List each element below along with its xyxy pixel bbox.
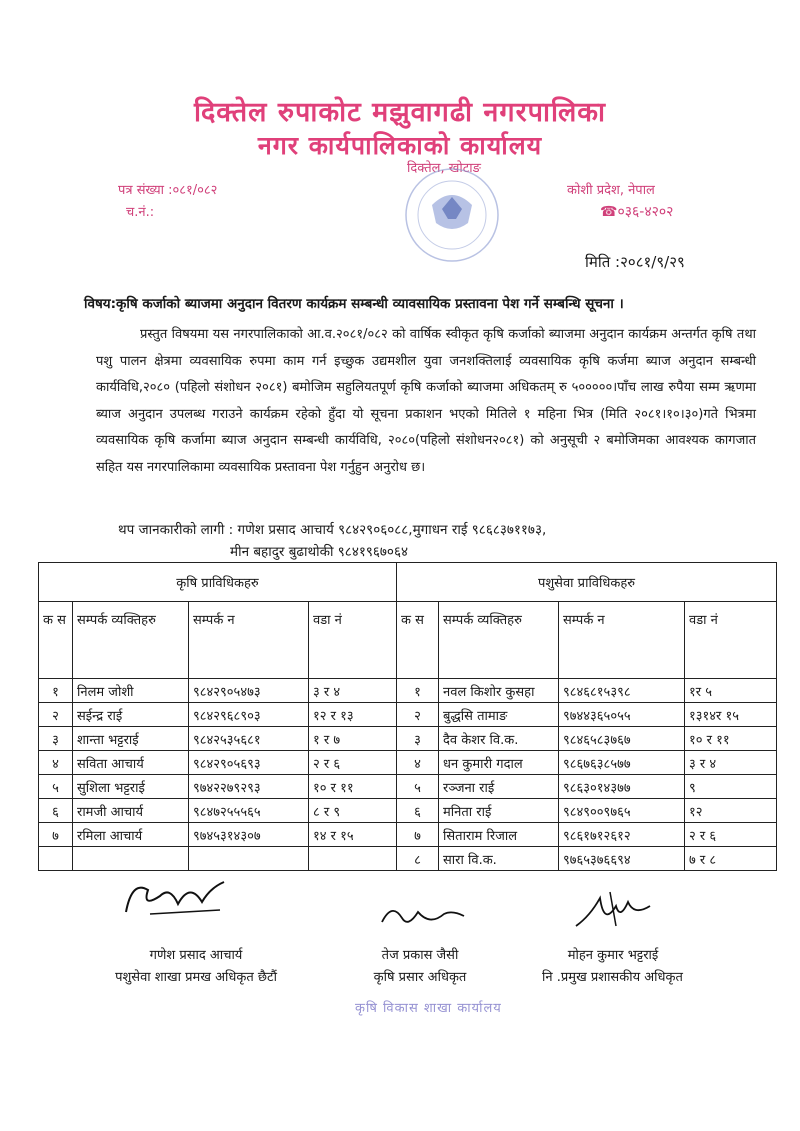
signatory-2-name: तेज प्रकास जैसी (381, 948, 459, 963)
contact-name (73, 847, 189, 871)
serial-number: ४ (397, 751, 439, 775)
serial-number: ८ (397, 847, 439, 871)
contact-name: शान्ता भट्टराई (73, 727, 189, 751)
group-header-livestock: पशुसेवा प्राविधिकहरु (397, 563, 777, 602)
serial-number: ३ (39, 727, 73, 751)
ward-number: ८ र ९ (309, 799, 397, 823)
ref-number: पत्र संख्या :०८१/०८२ (118, 183, 218, 198)
serial-number: ६ (39, 799, 73, 823)
contact-name: निलम जोशी (73, 679, 189, 703)
contact-phone: ९८४९००९७६५ (559, 799, 685, 823)
group-header-agriculture: कृषि प्राविधिकहरु (39, 563, 397, 602)
ward-number: १३१४र १५ (685, 703, 777, 727)
contact-phone (189, 847, 309, 871)
office-location: दिक्तेल, खोटाङ (407, 161, 481, 176)
office-title-line1: दिक्तेल रुपाकोट मझुवागढी नगरपालिका (193, 97, 607, 128)
contact-phone: ९७४५३१४३०७ (189, 823, 309, 847)
signatory-1-name: गणेश प्रसाद आचार्य (149, 948, 243, 963)
serial-number: ३ (397, 727, 439, 751)
serial-number: ५ (397, 775, 439, 799)
contact-name: रञ्जना राई (439, 775, 559, 799)
column-header: सम्पर्क न (559, 602, 685, 679)
contact-phone: ९८४२९०५४७३ (189, 679, 309, 703)
signatory-3-name: मोहन कुमार भट्टराई (567, 948, 659, 963)
ward-number: १ र ७ (309, 727, 397, 751)
letter-date: मिति :२०८१/९/२९ (585, 253, 685, 271)
table-row (39, 751, 777, 775)
contact-name: धन कुमारी गदाल (439, 751, 559, 775)
ward-number: १० र ११ (685, 727, 777, 751)
emblem-seal-icon (398, 165, 506, 265)
signatory-3-title: नि .प्रमुख प्रशासकीय अधिकृत (542, 970, 683, 985)
ward-number: १४ र १५ (309, 823, 397, 847)
contact-name: रामजी आचार्य (73, 799, 189, 823)
signature-2-icon (378, 898, 468, 932)
serial-number: ५ (39, 775, 73, 799)
table-row (39, 799, 777, 823)
ward-number: २ र ६ (309, 751, 397, 775)
contact-phone: ९८४७२५५५६५ (189, 799, 309, 823)
contact-phone: ९८४२९०५६९३ (189, 751, 309, 775)
serial-number: २ (397, 703, 439, 727)
contact-info-line1: थप जानकारीको लागी : गणेश प्रसाद आचार्य ९८४२९०६०८८,मुगाधन राई ९८६८३७११७३, (118, 522, 547, 538)
ward-number: १र ५ (685, 679, 777, 703)
department-stamp: कृषि विकास शाखा कार्यालय (355, 1001, 502, 1016)
table-row (39, 679, 777, 703)
table-row (39, 727, 777, 751)
ward-number: १० र ११ (309, 775, 397, 799)
serial-number: १ (397, 679, 439, 703)
contact-phone: ९८४६५८३७६७ (559, 727, 685, 751)
serial-number: २ (39, 703, 73, 727)
column-header: वडा नं (685, 602, 777, 679)
contact-phone: ९७४२२७९२९३ (189, 775, 309, 799)
contact-name: सविता आचार्य (73, 751, 189, 775)
contact-phone: ९७४४३६५०५५ (559, 703, 685, 727)
contact-name: बुद्धसि तामाङ (439, 703, 559, 727)
notice-body: प्रस्तुत विषयमा यस नगरपालिकाको आ.व.२०८१/०८२ को वार्षिक स्वीकृत कृषि कर्जाको ब्याजमा अनुदान कार्यक्रम अन्तर्गत कृषि तथा पशु पालन क्षेत्रमा व्यवसायिक रुपमा काम गर्न इच्छुक उद्यमशील युवा जनशक्तिलाई व्यवसायिक कृषि कर्जमा ब्याज अनुदान सम्बन्धी कार्यविधि,२०८० (पहिलो संशोधन २०८१) बमोजिम सहुलियतपूर्ण कृषि कर्जाको ब्याजमा अधिकतम् रु ५०००००।पाँच लाख रुपैया सम्म ऋणमा ब्याज अनुदान उपलब्ध गराउने कार्यक्रम रहेको हुँदा यो सूचना प्रकाशन भएको मितिले १ महिना भित्र (मिति २०८१।१०।३०)गते भित्रमा व्यवसायिक कृषि कर्जामा ब्याज अनुदान सम्बन्धी कार्यविधि, २०८०(पहिलो संशोधन२०८१) को अनुसूची २ बमोजिमका आवश्यक कागजात सहित यस नगरपालिकामा व्यवसायिक प्रस्तावना पेश गर्नुहुन अनुरोध छ। (96, 327, 756, 475)
column-header: सम्पर्क व्यक्तिहरु (439, 602, 559, 679)
contact-name: सिताराम रिजाल (439, 823, 559, 847)
table-row (39, 775, 777, 799)
office-title-line2: नगर कार्यपालिकाको कार्यालय (257, 131, 543, 160)
ward-number: १२ र १३ (309, 703, 397, 727)
column-header: क स (397, 602, 439, 679)
phone-number: ☎०३६-४२०२ (600, 204, 674, 220)
contact-phone: ९८६७६३८५७७ (559, 751, 685, 775)
serial-number: ७ (39, 823, 73, 847)
contact-phone: ९८६३०१४३७७ (559, 775, 685, 799)
technicians-table (38, 562, 777, 871)
column-header: सम्पर्क व्यक्तिहरु (73, 602, 189, 679)
province: कोशी प्रदेश, नेपाल (567, 183, 655, 198)
contact-phone: ९८६१७१२६१२ (559, 823, 685, 847)
signatory-1-title: पशुसेवा शाखा प्रमख अधिकृत छैटौं (115, 970, 277, 985)
ward-number: ७ र ८ (685, 847, 777, 871)
contact-name: सारा वि.क. (439, 847, 559, 871)
ward-number: १२ (685, 799, 777, 823)
contact-info-line2: मीन बहादुर बुढाथोकी ९८४१९६७०६४ (230, 544, 408, 560)
ward-number: ९ (685, 775, 777, 799)
contact-name: रमिला आचार्य (73, 823, 189, 847)
column-header: सम्पर्क न (189, 602, 309, 679)
contact-phone: ९८४६८१५३९८ (559, 679, 685, 703)
serial-number: १ (39, 679, 73, 703)
column-header: वडा नं (309, 602, 397, 679)
ward-number (309, 847, 397, 871)
signatory-2-title: कृषि प्रसार अधिकृत (373, 970, 467, 985)
contact-phone: ९७६५३७६६९४ (559, 847, 685, 871)
contact-phone: ९८४२९६८९०३ (189, 703, 309, 727)
serial-number: ७ (397, 823, 439, 847)
ward-number: ३ र ४ (685, 751, 777, 775)
ward-number: ३ र ४ (309, 679, 397, 703)
contact-name: दैव केशर वि.क. (439, 727, 559, 751)
dispatch-number: च.नं.: (126, 205, 155, 220)
contact-name: सईन्द्र राई (73, 703, 189, 727)
contact-phone: ९८४२५३५६८१ (189, 727, 309, 751)
table-row (39, 823, 777, 847)
contact-name: सुशिला भट्टराई (73, 775, 189, 799)
signature-1-icon (120, 872, 230, 920)
contact-name: नवल किशोर कुसहा (439, 679, 559, 703)
ward-number: २ र ६ (685, 823, 777, 847)
serial-number: ४ (39, 751, 73, 775)
subject-line: विषय:कृषि कर्जाको ब्याजमा अनुदान वितरण कार्यक्रम सम्बन्धी व्यावसायिक प्रस्तावना पेश गर्ने सम्बन्धि सूचना । (84, 296, 624, 312)
serial-number (39, 847, 73, 871)
signature-3-icon (570, 886, 660, 932)
contact-name: मनिता राई (439, 799, 559, 823)
table-row (39, 703, 777, 727)
table-row (39, 847, 777, 871)
serial-number: ६ (397, 799, 439, 823)
column-header: क स (39, 602, 73, 679)
